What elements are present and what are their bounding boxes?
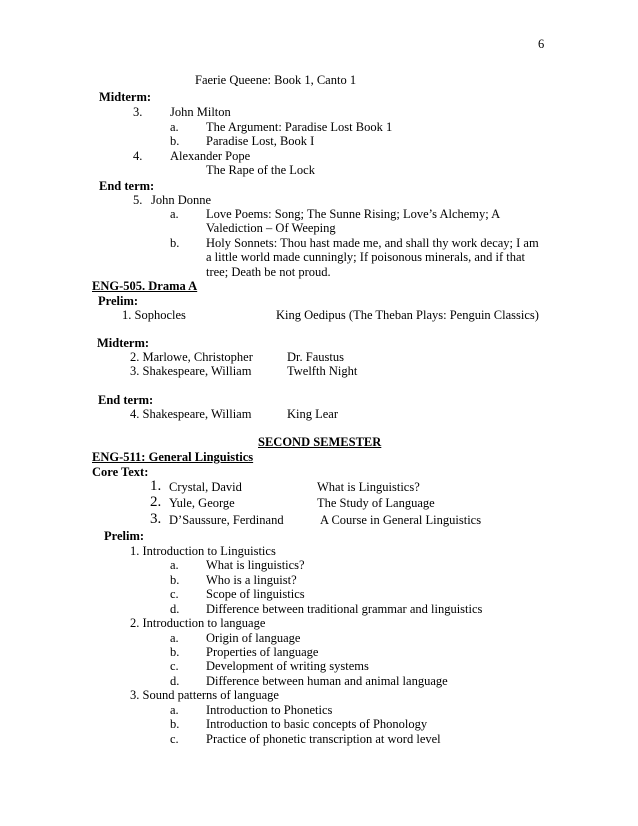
sub-text: Difference between traditional grammar and linguistics — [206, 602, 483, 616]
sub-text: Introduction to basic concepts of Phonology — [206, 717, 428, 731]
carry-line: Faerie Queene: Book 1, Canto 1 — [195, 73, 357, 87]
item-number: 3. — [133, 105, 143, 119]
item-text: John Milton — [170, 105, 231, 119]
author: 4. Shakespeare, William — [130, 407, 252, 421]
sub-letter: d. — [170, 674, 180, 688]
core-text-heading: Core Text: — [92, 465, 149, 479]
sub-text: Properties of language — [206, 645, 319, 659]
core-text-author: Crystal, David — [169, 480, 242, 494]
sub-text: Difference between human and animal language — [206, 674, 448, 688]
sub-text: Who is a linguist? — [206, 573, 297, 587]
work: Dr. Faustus — [287, 350, 344, 364]
sub-letter: b. — [170, 717, 180, 731]
work: King Lear — [287, 407, 339, 421]
sub-letter: a. — [170, 558, 179, 572]
sub-text: Introduction to Phonetics — [206, 703, 333, 717]
core-text-number: 3. — [150, 511, 162, 527]
midterm-heading: Midterm: — [99, 90, 152, 104]
endterm-heading: End term: — [99, 179, 155, 193]
item-number: 5. — [133, 193, 143, 207]
sub-letter: c. — [170, 732, 179, 746]
sub-text: Scope of linguistics — [206, 587, 305, 601]
sub-text: The Rape of the Lock — [206, 163, 315, 177]
sub-text: a little world made cunningly; If poisonous minerals, and if that — [206, 250, 526, 264]
sub-letter: b. — [170, 236, 180, 250]
core-text-number: 1. — [150, 478, 162, 494]
course-heading-drama: ENG-505. Drama A — [92, 279, 198, 293]
page-number: 6 — [538, 37, 545, 51]
course-heading-linguistics: ENG-511: General Linguistics — [92, 450, 254, 464]
sub-text: The Argument: Paradise Lost Book 1 — [206, 120, 393, 134]
sub-letter: a. — [170, 120, 179, 134]
work: Twelfth Night — [287, 364, 358, 378]
item-number: 4. — [133, 149, 143, 163]
sub-letter: b. — [170, 645, 180, 659]
midterm-heading: Midterm: — [97, 336, 150, 350]
sub-letter: b. — [170, 134, 180, 148]
prelim-heading: Prelim: — [104, 529, 145, 543]
author: 1. Sophocles — [122, 308, 186, 322]
core-text-author: Yule, George — [169, 496, 235, 510]
core-text-title: A Course in General Linguistics — [320, 513, 482, 527]
sub-letter: a. — [170, 703, 179, 717]
sub-text: Practice of phonetic transcription at word level — [206, 732, 441, 746]
sub-text: tree; Death be not proud. — [206, 265, 331, 279]
sub-text: Love Poems: Song; The Sunne Rising; Love’s Alchemy; A — [206, 207, 501, 221]
core-text-number: 2. — [150, 494, 162, 510]
sub-letter: d. — [170, 602, 180, 616]
semester-heading: SECOND SEMESTER — [258, 435, 382, 449]
core-text-title: The Study of Language — [317, 496, 435, 510]
endterm-heading: End term: — [98, 393, 154, 407]
sub-letter: c. — [170, 587, 179, 601]
sub-text: Development of writing systems — [206, 659, 369, 673]
core-text-author: D’Saussure, Ferdinand — [169, 513, 284, 527]
topic-title: 1. Introduction to Linguistics — [130, 544, 276, 558]
sub-text: Valediction – Of Weeping — [206, 221, 336, 235]
author: 2. Marlowe, Christopher — [130, 350, 253, 364]
topic-title: 2. Introduction to language — [130, 616, 266, 630]
sub-letter: a. — [170, 207, 179, 221]
author: 3. Shakespeare, William — [130, 364, 252, 378]
sub-letter: b. — [170, 573, 180, 587]
sub-text: What is linguistics? — [206, 558, 305, 572]
topic-title: 3. Sound patterns of language — [130, 688, 279, 702]
item-text: John Donne — [151, 193, 212, 207]
sub-text: Paradise Lost, Book I — [206, 134, 315, 148]
core-text-title: What is Linguistics? — [317, 480, 420, 494]
sub-text: Holy Sonnets: Thou hast made me, and shall thy work decay; I am — [206, 236, 539, 250]
sub-text: Origin of language — [206, 631, 301, 645]
prelim-heading: Prelim: — [98, 294, 139, 308]
work: King Oedipus (The Theban Plays: Penguin Classics) — [276, 308, 539, 322]
item-text: Alexander Pope — [170, 149, 251, 163]
sub-letter: c. — [170, 659, 179, 673]
sub-letter: a. — [170, 631, 179, 645]
